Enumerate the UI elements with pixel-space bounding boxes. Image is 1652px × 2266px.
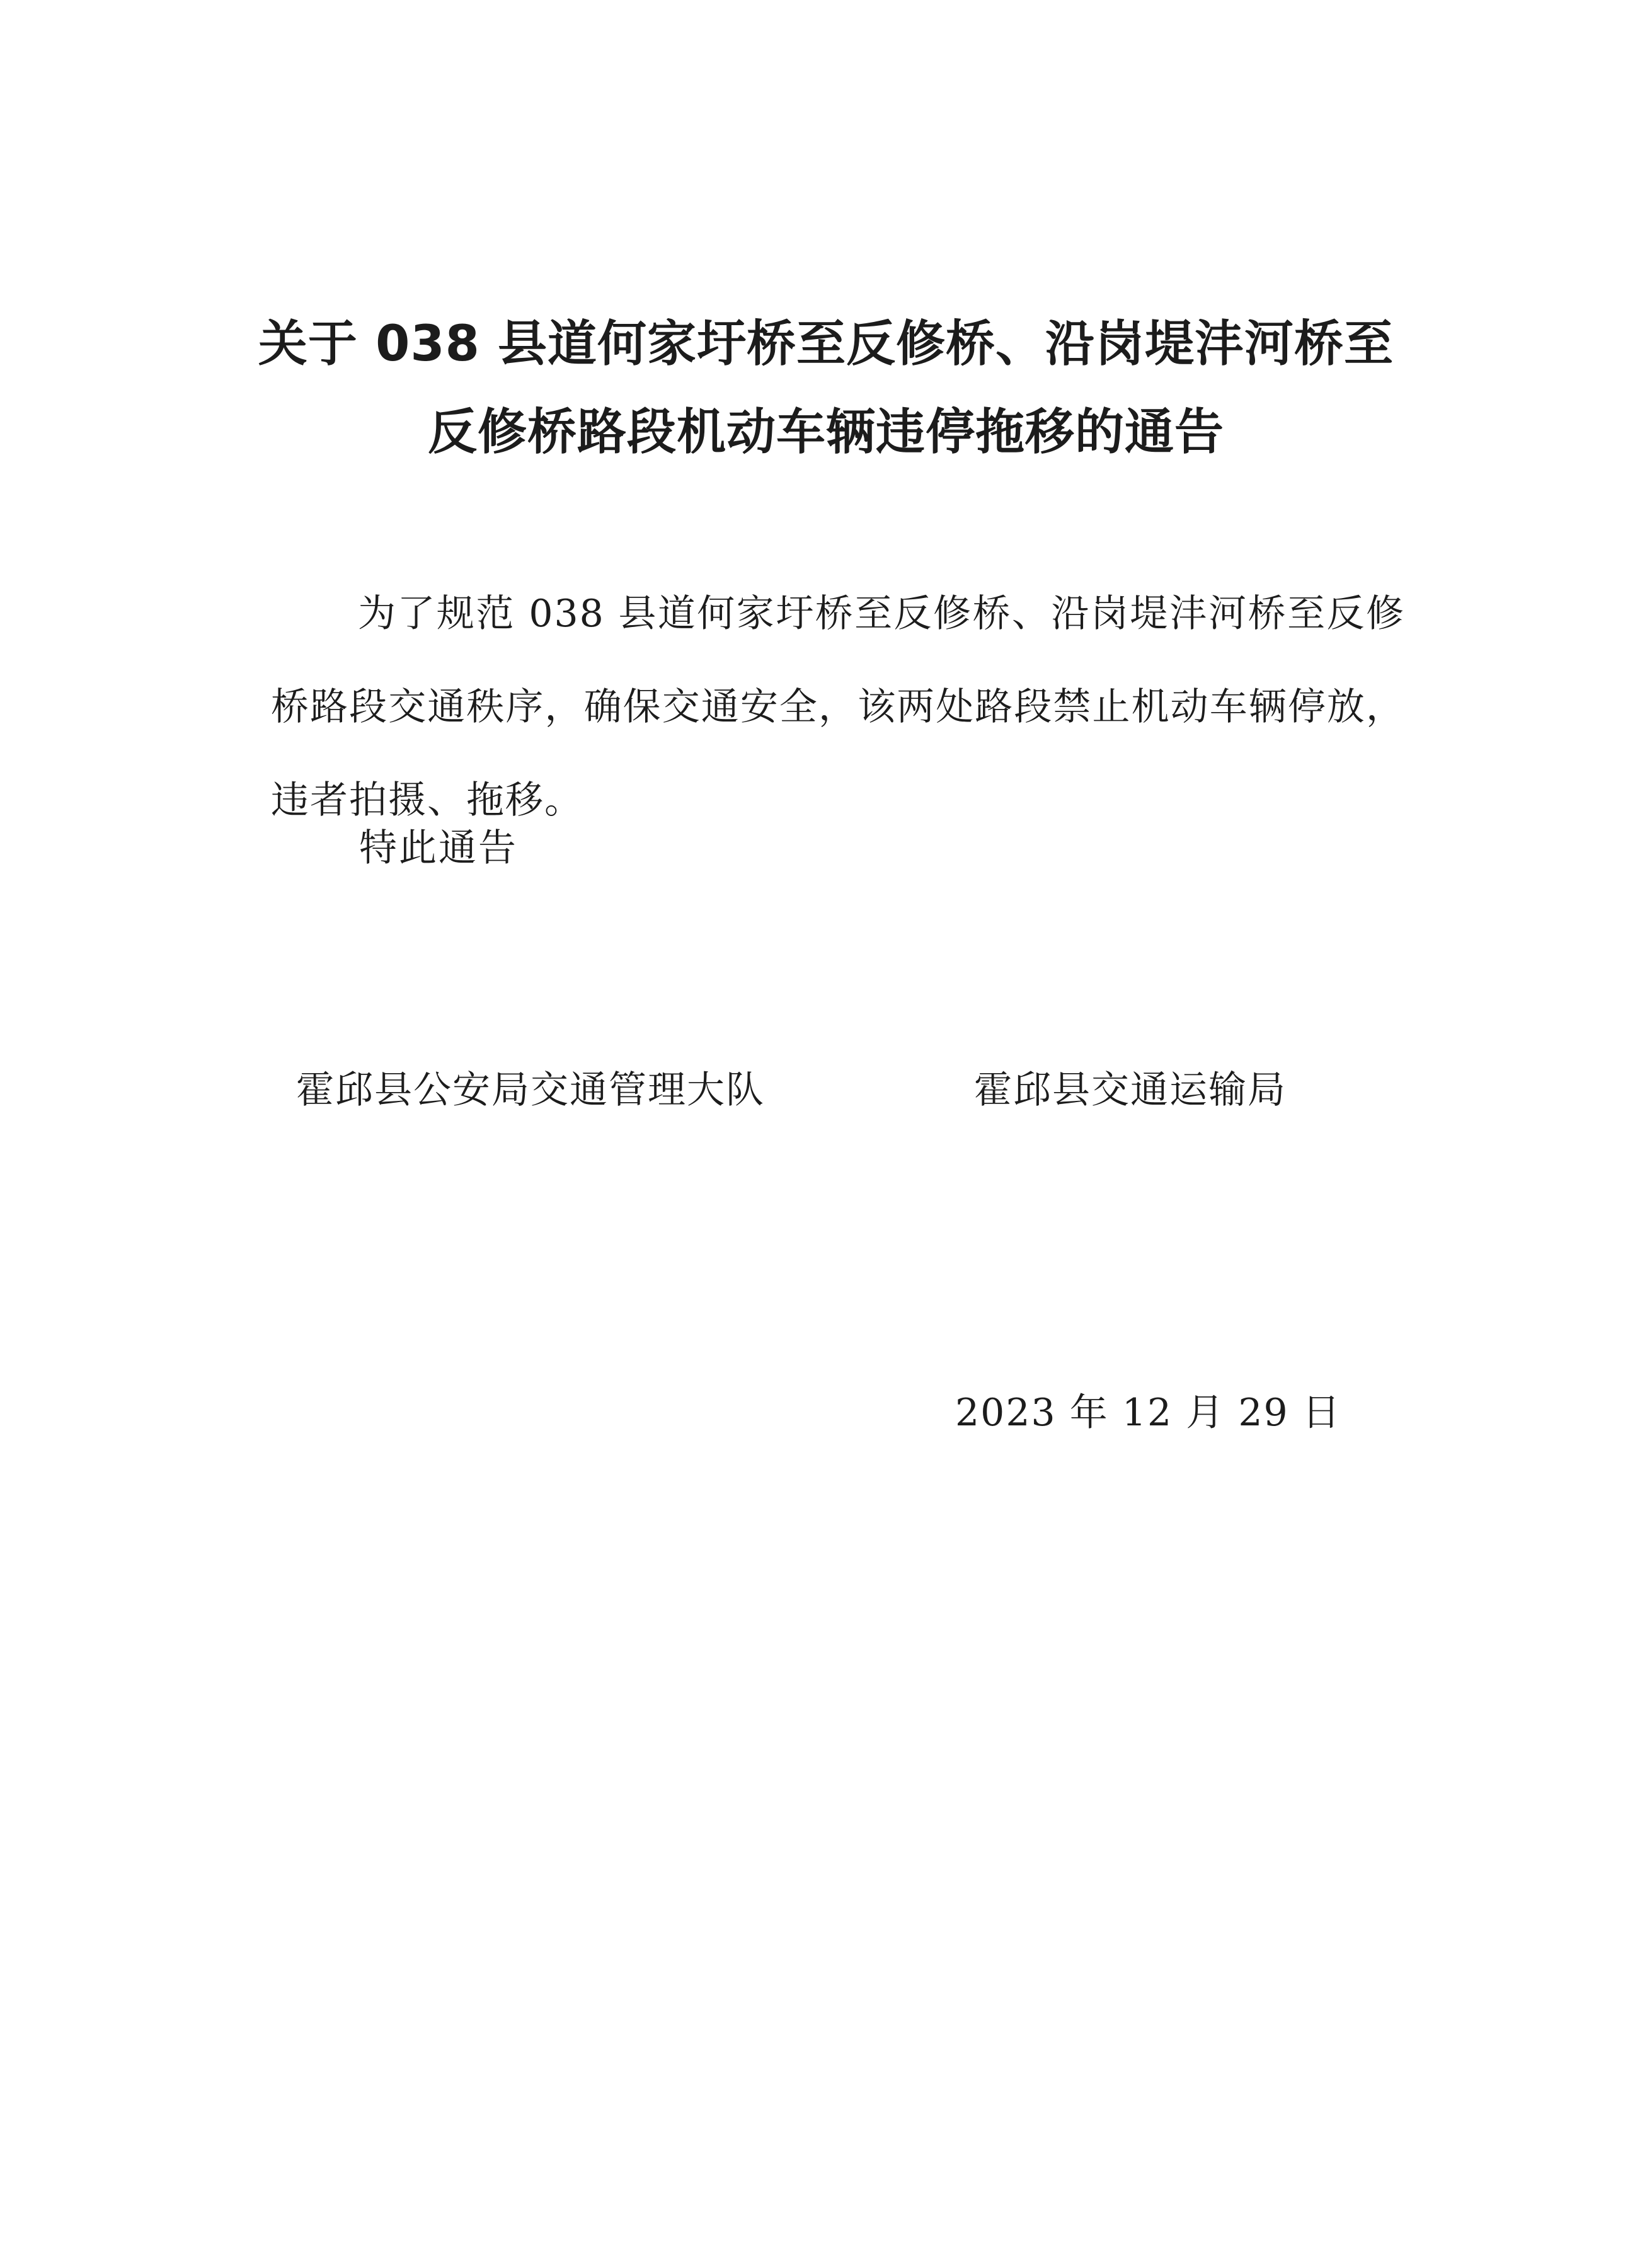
notice-title-line-1: 关于 038 县道何家圩桥至反修桥、沿岗堤沣河桥至 [258,316,1394,372]
issuer-transport-bureau: 霍邱县交通运输局 [974,1068,1287,1112]
issuer-traffic-police: 霍邱县公安局交通管理大队 [296,1068,765,1112]
notice-date: 2023 年 12 月 29 日 [955,1391,1341,1435]
notice-closing: 特此通告 [359,826,518,870]
notice-body-paragraph: 为了规范 038 县道何家圩桥至反修桥、沿岗堤沣河桥至反修桥路段交通秩序，确保交通安全，该两处路段禁止机动车辆停放，违者拍摄、拖移。 [271,592,1405,822]
notice-title-line-2: 反修桥路段机动车辆违停拖移的通告 [427,404,1224,461]
